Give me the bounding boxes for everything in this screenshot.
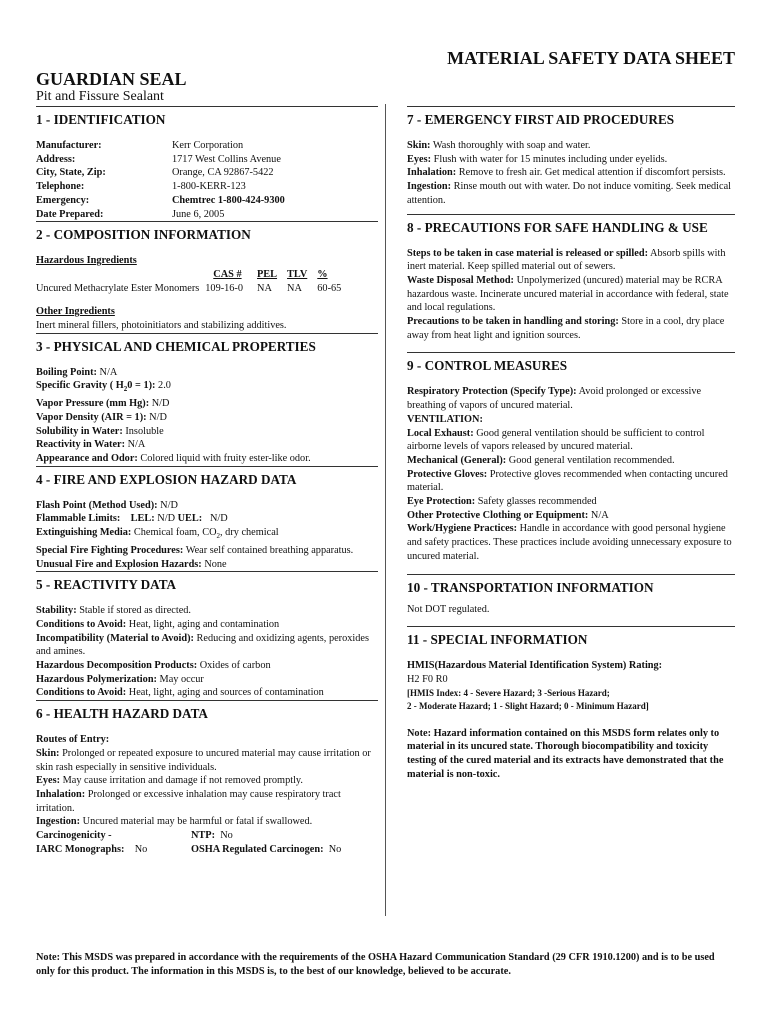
table-row — [36, 166, 285, 180]
conditions-row: Conditions to Avoid: Heat, light, aging and contamination — [36, 618, 280, 630]
id-key: Telephone: — [36, 181, 85, 193]
id-value: 1-800-KERR-123 — [172, 181, 246, 193]
health-ingestion-row: Ingestion: Uncured material may be harmful or fatal if swallowed. — [36, 816, 313, 828]
id-value: Kerr Corporation — [172, 140, 244, 151]
transport-text: Not DOT regulated. — [407, 603, 490, 615]
ntp-cell: NTP: No — [191, 830, 233, 842]
section-2-heading: 2 - COMPOSITION INFORMATION — [36, 221, 378, 244]
handling-precautions-row: Precautions to be taken in handling and storing: Store in a cool, dry place away from heat light and ignition sources. — [407, 316, 725, 341]
eye-protection-row: Eye Protection: Safety glasses recommended — [407, 496, 597, 508]
decomposition-row: Hazardous Decomposition Products: Oxides of carbon — [36, 660, 271, 672]
id-value: June 6, 2005 — [172, 208, 225, 220]
special-procedures-row: Special Fire Fighting Procedures: Wear self contained breathing apparatus. — [36, 544, 354, 556]
column-divider — [385, 104, 386, 916]
ingredient-tlv: NA — [287, 282, 302, 294]
table-row — [36, 194, 285, 208]
section-4-heading: 4 - FIRE AND EXPLOSION HAZARD DATA — [36, 466, 378, 489]
health-inhalation-row: Inhalation: Prolonged or excessive inhalation may cause respiratory tract irritation. — [36, 789, 341, 814]
section-5-heading: 5 - REACTIVITY DATA — [36, 571, 378, 594]
stability-row: Stability: Stable if stored as directed. — [36, 605, 192, 617]
respiratory-row: Respiratory Protection (Specify Type): Avoid prolonged or excessive breathing of vapors of uncured material. — [407, 386, 702, 412]
product-name: GUARDIAN SEAL — [36, 69, 187, 89]
routes-of-entry-label: Routes of Entry: — [36, 734, 110, 746]
id-key: Address: — [36, 153, 76, 165]
first-aid-inhalation-row: Inhalation: Remove to fresh air. Get medical attention if discomfort persists. — [407, 167, 726, 179]
carcinogenicity-label: Carcinogenicity - — [36, 830, 112, 842]
iarc-cell: IARC Monographs: No — [36, 843, 148, 855]
hazardous-ingredients-label: Hazardous Ingredients — [36, 255, 137, 267]
solubility-row: Solubility in Water: Insoluble — [36, 425, 164, 437]
conditions-2-row: Conditions to Avoid: Heat, light, aging and sources of contamination — [36, 687, 324, 699]
section-1-heading: 1 - IDENTIFICATION — [36, 106, 378, 129]
col-header-pct: % — [317, 268, 328, 280]
reactivity-row: Reactivity in Water: N/A — [36, 439, 146, 451]
col-header-tlv: TLV — [287, 268, 308, 280]
ingredient-name: Uncured Methacrylate Ester Monomers — [36, 282, 200, 294]
other-ingredients-text: Inert mineral fillers, photoinitiators and stabilizing additives. — [36, 320, 287, 332]
hmis-index-line-2: 2 - Moderate Hazard; 1 - Slight Hazard; 0 - Minimum Hazard] — [407, 700, 649, 711]
id-key: City, State, Zip: — [36, 167, 106, 179]
section-3-heading: 3 - PHYSICAL AND CHEMICAL PROPERTIES — [36, 333, 378, 356]
work-hygiene-row: Work/Hygiene Practices: Handle in accordance with good personal hygiene and safety practices. These practices include avoiding unnecessary exposure to uncured material. — [407, 523, 732, 562]
health-eyes-row: Eyes: May cause irritation and damage if not removed promptly. — [36, 775, 303, 787]
section-8-heading: 8 - PRECAUTIONS FOR SAFE HANDLING & USE — [407, 214, 735, 237]
osha-cell: OSHA Regulated Carcinogen: No — [191, 843, 342, 855]
ingredient-pel: NA — [257, 282, 272, 294]
id-value: 1717 West Collins Avenue — [172, 153, 281, 165]
table-row — [36, 139, 285, 153]
table-row — [36, 282, 347, 296]
table-row — [36, 180, 285, 194]
polymerization-row: Hazardous Polymerization: May occur — [36, 673, 204, 685]
section-9-heading: 9 - CONTROL MEASURES — [407, 352, 735, 375]
table-row — [36, 843, 341, 857]
id-value: Orange, CA 92867-5422 — [172, 167, 274, 179]
id-value: Chemtrec 1-800-424-9300 — [172, 194, 285, 206]
waste-disposal-row: Waste Disposal Method: Unpolymerized (uncured) material may be RCRA hazardous waste. Incinerate uncured material in accordance with federal, state and local regulations. — [407, 274, 729, 314]
ingredient-cas: 109-16-0 — [205, 282, 244, 294]
unusual-hazards-row: Unusual Fire and Explosion Hazards: None — [36, 558, 227, 570]
id-key: Manufacturer: — [36, 140, 102, 151]
specific-gravity-row: Specific Gravity ( $H_20 = 1$): 2.0 — [36, 380, 171, 394]
local-exhaust-row: Local Exhaust: Good general ventilation should be sufficient to control airborne levels of vapors released by uncured material. — [407, 427, 705, 453]
other-protection-row: Other Protective Clothing or Equipment: N/A — [407, 509, 609, 521]
section-10-heading: 10 - TRANSPORTATION INFORMATION — [407, 574, 735, 597]
boiling-point-row: Boiling Point: N/A — [36, 366, 118, 378]
table-row — [36, 153, 285, 167]
table-header-row — [36, 268, 347, 282]
flash-point-row: Flash Point (Method Used): N/D — [36, 499, 178, 511]
ingredient-pct: 60-65 — [317, 282, 342, 294]
section-6-heading: 6 - HEALTH HAZARD DATA — [36, 700, 378, 723]
special-note: Note: Hazard information contained on this MSDS form relates only to material in its uncured state. Thorough biocompatibility and toxicity testing of the cured material and its extracts have demonstrated that the material is non-toxic. — [407, 727, 724, 780]
col-header-pel: PEL — [257, 268, 278, 280]
ventilation-label: VENTILATION: — [407, 413, 483, 425]
first-aid-skin-row: Skin: Wash thoroughly with soap and water. — [407, 140, 591, 151]
vapor-density-row: Vapor Density (AIR = 1): N/D — [36, 411, 167, 423]
first-aid-eyes-row: Eyes: Flush with water for 15 minutes including under eyelids. — [407, 153, 668, 165]
vapor-pressure-row: Vapor Pressure (mm Hg): N/D — [36, 398, 170, 410]
table-row — [36, 829, 341, 843]
extinguishing-media-row: Extinguishing Media: Chemical foam, $CO_2$, dry chemical — [36, 527, 279, 541]
left-column — [36, 106, 378, 857]
hmis-label: HMIS(Hazardous Material Identification System) Rating: — [407, 660, 663, 672]
section-7-heading: 7 - EMERGENCY FIRST AID PROCEDURES — [407, 106, 735, 129]
section-11-heading: 11 - SPECIAL INFORMATION — [407, 626, 735, 649]
spill-steps-row: Steps to be taken in case material is released or spilled: Absorb spills with inert material. Keep spilled material out of sewers. — [407, 247, 726, 273]
gloves-row: Protective Gloves: Protective gloves recommended when contacting uncured material. — [407, 468, 728, 494]
footer-note: Note: This MSDS was prepared in accordance with the requirements of the OSHA Hazard Communication Standard (29 CFR 1910.1200) and is to be used only for this product. The information in this MSDS is, to the best of our knowledge, believed to be accurate. — [36, 952, 715, 977]
product-subtitle: Pit and Fissure Sealant — [36, 89, 164, 104]
first-aid-ingestion-row: Ingestion: Rinse mouth out with water. Do not induce vomiting. Seek medical attention. — [407, 181, 732, 206]
incompatibility-row: Incompatibility (Material to Avoid): Reducing and oxidizing agents, peroxides and amines. — [36, 632, 369, 658]
identification-table — [36, 139, 285, 221]
flammable-limits-row: Flammable Limits: LEL: N/D UEL: N/D — [36, 513, 228, 525]
hmis-index-line-1: [HMIS Index: 4 - Severe Hazard; 3 -Serious Hazard; — [407, 687, 610, 698]
col-header-cas: CAS # — [213, 268, 242, 280]
id-key: Emergency: — [36, 194, 90, 206]
right-column — [407, 106, 735, 782]
id-key: Date Prepared: — [36, 208, 104, 220]
carcinogenicity-table — [36, 829, 341, 856]
appearance-row: Appearance and Odor: Colored liquid with fruity ester-like odor. — [36, 453, 311, 464]
hmis-rating: H2 F0 R0 — [407, 673, 448, 685]
ingredients-table — [36, 268, 347, 295]
table-row — [36, 208, 285, 222]
document-title: MATERIAL SAFETY DATA SHEET — [447, 48, 735, 68]
other-ingredients-label: Other Ingredients — [36, 306, 115, 318]
mechanical-row: Mechanical (General): Good general ventilation recommended. — [407, 454, 675, 466]
health-skin-row: Skin: Prolonged or repeated exposure to uncured material may cause irritation or skin rash especially in sensitive individuals. — [36, 747, 371, 773]
